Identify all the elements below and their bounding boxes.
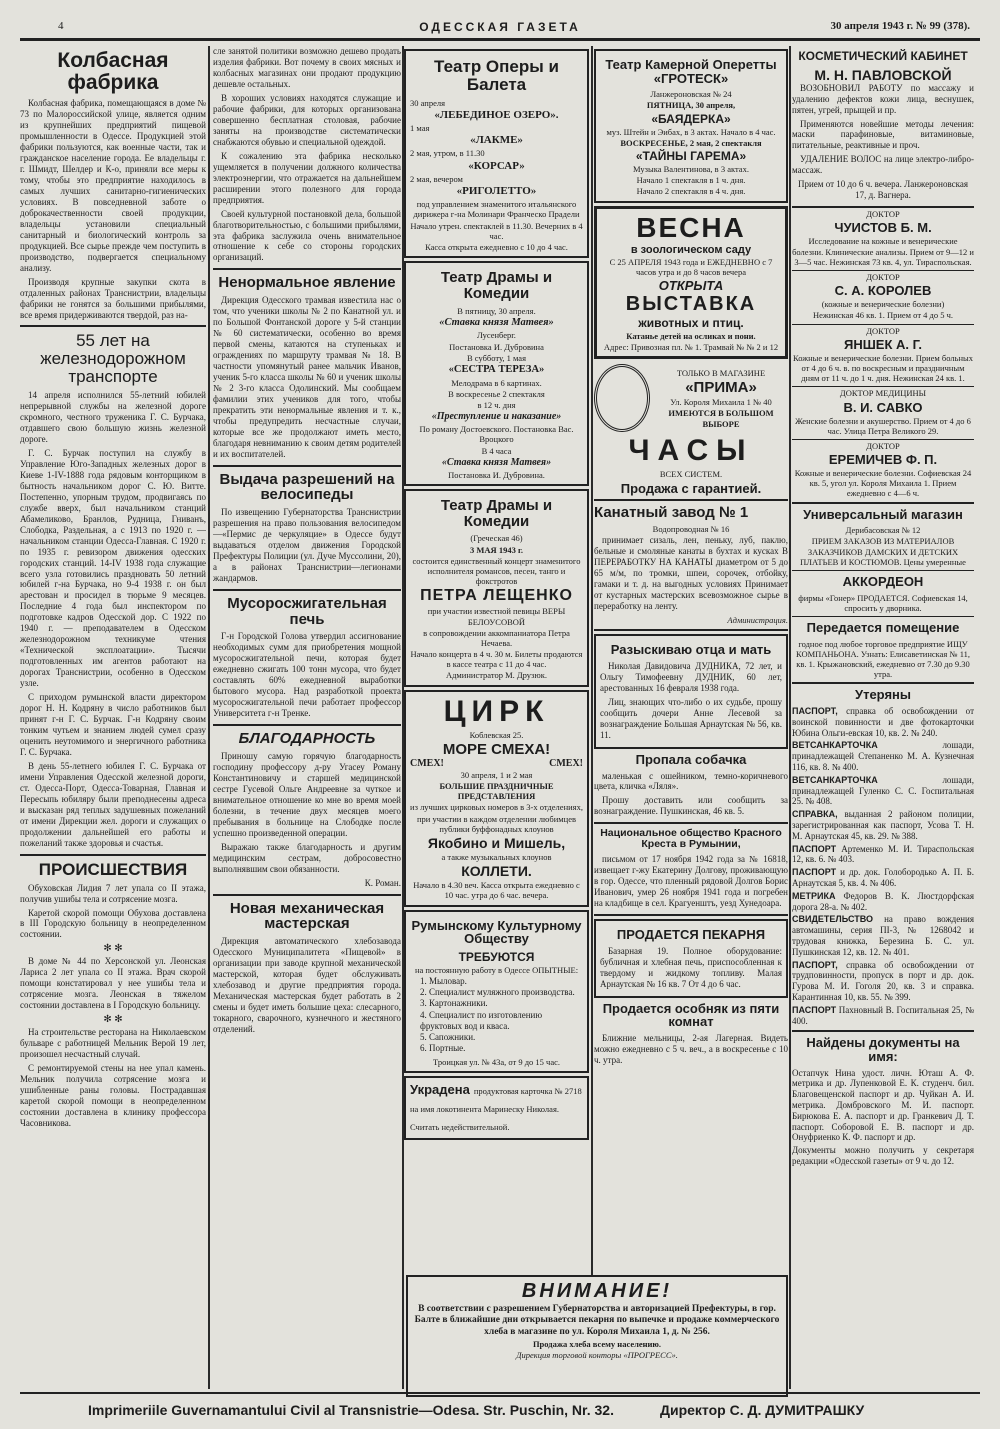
ad-line: Лусенберг. bbox=[477, 330, 516, 341]
ad-lost-dog bbox=[594, 753, 788, 825]
ad-line: 3 МАЯ 1943 г. bbox=[470, 544, 523, 555]
ad-doctor bbox=[792, 209, 974, 271]
ad-text: Николая Давидовича ДУДНИКА, 72 лет, и Ольгу Тимофеевну ДУДНИК, 60 лет, арестованных 16 февраля 1938 года. bbox=[600, 661, 782, 694]
ad-line: из лучших цирковых номеров в 3-х отделениях, bbox=[410, 802, 583, 813]
newspaper-title: ОДЕССКАЯ ГАЗЕТА bbox=[419, 20, 581, 34]
ad-title: В. И. САВКО bbox=[843, 399, 923, 415]
ad-line: Продажа хлеба всему населению. bbox=[532, 1339, 662, 1350]
ad-line: Начало утрен. спектаклей в 11.30. Вечерних в 4 час. bbox=[410, 220, 583, 241]
ad-text: Применяются новейшие методы лечения: маски парафиновые, витаминовые, питательные, реактивные и проч. bbox=[792, 118, 974, 151]
ad-line: Троицкая ул. № 43а, от 9 до 15 час. bbox=[432, 1056, 561, 1067]
list-item bbox=[792, 1005, 974, 1027]
ad-text: ВОЗОБНОВИЛ РАБОТУ по массажу и удалению дефектов кожи лица, веснушек, пятен, угрей, прыщей и пр. bbox=[792, 82, 974, 115]
ad-line: ДОКТОР bbox=[866, 440, 900, 451]
ad-line: ОТКРЫТА bbox=[658, 277, 724, 293]
article-paragraph: К сожалению эта фабрика несколько ущемляется в получении должного количества электроэнергии, что отражается на дальнейшем расширении этого полезного для города предприятия. bbox=[213, 150, 401, 205]
ad-zoo-spring bbox=[594, 206, 788, 360]
ad-title: Театр Драмы и Комедии bbox=[440, 496, 553, 530]
ad-romanian-society bbox=[404, 910, 589, 1073]
ad-title: ВНИМАНИЕ! bbox=[521, 1280, 673, 1302]
column-1 bbox=[20, 46, 206, 1389]
ad-red-cross bbox=[594, 828, 788, 916]
list-item-value: Пахновный В. Госпитальная 25, № 400. bbox=[792, 1004, 974, 1026]
article-paragraph: С ремонтируемой стены на нее упал камень. Мельник получила сотрясение мозга и ушибленные раны головы. Пострадавшая каретой скорой помощи в неопределенном состоянии доставлена в клинику профессора Часовникова. bbox=[20, 1063, 206, 1128]
column-4 bbox=[594, 46, 788, 1389]
ad-line: при участии в каждом отделении любимцев публики буффонадных клоунов bbox=[417, 813, 576, 834]
ad-line: ДОКТОР bbox=[866, 209, 900, 220]
found-documents bbox=[792, 1036, 974, 1166]
ad-stolen-card bbox=[404, 1076, 589, 1140]
ad-line: ПРИЕМ ЗАКАЗОВ ИЗ МАТЕРИАЛОВ ЗАКАЗЧИКОВ ДАМСКИХ И ДЕТСКИХ ПЛАТЬЕВ И КОСТЮМОВ. Цены умеренные bbox=[800, 536, 966, 567]
column-divider bbox=[789, 46, 791, 1389]
ad-line: Начало в 4.30 веч. Касса открыта ежедневно с 10 час. утра до 6 час. вечера. bbox=[413, 880, 580, 901]
ad-line: в 12 ч. дня bbox=[477, 399, 516, 410]
footer-rule bbox=[20, 1392, 980, 1394]
ad-line: в сопровождении аккомпаниатора Петра Нечаева. bbox=[423, 627, 570, 648]
ad-line: Кожные и венерические болезни. Прием больных от 4 до 6 ч. в. по воскресным и праздничным дням от 11 ч. до 1 ч. дня. Нежинская 24 кв. 1. bbox=[792, 352, 974, 384]
ad-line: ИМЕЮТСЯ В БОЛЬШОМ ВЫБОРЕ bbox=[668, 408, 774, 429]
ad-title: Румынскому Культурному Обществу bbox=[411, 917, 582, 947]
ad-prima-header bbox=[594, 362, 788, 434]
ad-line: 2 мая, утром, в 11.30 bbox=[410, 148, 485, 159]
ad-title: КОСМЕТИЧЕСКИЙ КАБИНЕТ bbox=[798, 49, 968, 63]
list-item-value: справка об освобождении от трудповинности, пропуск в порт и др. док. Гурова М. И. Гоголя 20, кв. 3 и справка. Карантинная 10, кв. 55. № 399. bbox=[792, 959, 974, 1003]
section-text: Документы можно получить у секретаря редакции «Одесской газеты» от 9 ч. до 12. bbox=[792, 1145, 974, 1167]
ad-circus bbox=[404, 690, 589, 907]
signature: К. Роман. bbox=[364, 877, 401, 888]
article-paragraph: Каретой скорой помощи Обухова доставлена в III Городскую больницу в неопределенном состоянии. bbox=[20, 907, 206, 940]
ad-line: ВЫСТАВКА bbox=[625, 292, 757, 315]
ad-title: Продается особняк из пяти комнат bbox=[602, 1000, 780, 1030]
ad-line: ВСЕХ СИСТЕМ. bbox=[659, 469, 723, 480]
ad-title: Передается помещение bbox=[806, 620, 960, 636]
ad-line: Женские болезни и акушерство. Прием от 4 до 6 час. Улица Петра Великого 29. bbox=[795, 415, 971, 436]
ad-line: ДОКТОР bbox=[866, 272, 900, 283]
ad-title: Универсальный магазин bbox=[803, 506, 963, 522]
ad-line: Начало 2 спектакля в 4 ч. дня. bbox=[636, 186, 746, 197]
divider bbox=[213, 894, 401, 896]
printer-imprint: Imprimeriile Guvernamantului Civil al Transnistrie—Odesa. Str. Puschin, Nr. 32. bbox=[88, 1402, 614, 1418]
list-item: 6. Портные. bbox=[420, 1043, 466, 1054]
list-item: 5. Сапожники. bbox=[420, 1032, 476, 1043]
article-paragraph: В день 55-летнего юбилея Г. С. Бурчака от имени Управления Одесской железной дороги, ст. Одесса-Порт, Одесса-Товарная, Главная и Пересыпь юбиляру были преподнесены адреса и высказан ряд теплых задушевных пожеланий от имени Дирекции жел. дороги и служащих о продолжении дальнейшей его работы и пожеланий также здоровья и счастья. bbox=[20, 760, 206, 848]
list-item-key: ВЕТСАНКАРТОЧКА bbox=[792, 740, 878, 751]
ad-line: 2 мая, вечером bbox=[410, 173, 463, 184]
ad-line: а также музыкальных клоунов bbox=[441, 851, 552, 862]
list-item: 4. Специалист по изготовлению фруктовых вод и кваса. bbox=[420, 1009, 543, 1031]
list-item bbox=[792, 740, 974, 772]
section-title: Найдены документы на имя: bbox=[806, 1035, 960, 1065]
ad-line: «Ставка князя Матвея» bbox=[439, 316, 554, 328]
list-item bbox=[792, 775, 974, 807]
article-paragraph: Дирекция Одесского трамвая известила нас о том, что ученики школы № 2 по Канатной ул. и по Большой Фонтанской дороге у 5-й станции № 60 систематически, особенно во время первой смены, катаются на ступеньках и ограждениях по маршруту трамвая № 18. В частности упомянутый ранее мальчик Иванов, ученик 5-го класса школы № 60 и ученик школы № 2 3-го класса Одолинский. Мы сообщаем фамилии этих учеников для того, чтобы прекратить эти ненормальные явления и т. к., чтобы предупредить несчастные случаи, которые все же продолжают иметь место, благодаря невниманию к своим детям родителей и их воспитателей. bbox=[213, 295, 401, 459]
ad-line: «СЕСТРА ТЕРЕЗА» bbox=[448, 363, 545, 375]
ad-text: Лиц, знающих что-либо о их судьбе, прошу сообщить дочери Анне Лесевой за вознаграждение Большая Арнаутская № 56, кв. 11. bbox=[600, 696, 782, 740]
ad-title: Украдена bbox=[410, 1081, 470, 1097]
director-name: Директор С. Д. ДУМИТРАШКУ bbox=[660, 1402, 865, 1418]
ad-text: Ближние мельницы, 2-ая Лагерная. Видеть можно ежедневно с 5 ч. веч., а в воскресенье с 10 ч. утра. bbox=[594, 1033, 788, 1065]
ad-line: Кожные и венерические болезни. Софиевская 24 кв. 5, угол ул. Короля Михаила 1. Прием ежедневно с 4—6 ч. bbox=[794, 468, 972, 499]
ad-title: Разыскиваю отца и мать bbox=[610, 642, 772, 658]
ad-line: продуктовая карточка № 2718 на имя локотинента Маринеску Николая. Считать недействительной. bbox=[410, 1085, 582, 1132]
ad-line: КОЛЛЕТИ. bbox=[461, 863, 532, 880]
ad-line: Начало концерта в 4 ч. 30 м. Билеты продаются в кассе театра с 11 до 4 час. bbox=[410, 649, 583, 670]
ad-line: Касса открыта ежедневно с 10 до 4 час. bbox=[425, 241, 568, 252]
page-number: 4 bbox=[58, 20, 64, 32]
ad-line: В воскресенье 2 спектакля bbox=[448, 388, 545, 399]
footer bbox=[0, 1396, 1000, 1426]
ad-line: «КОРСАР» bbox=[468, 159, 525, 172]
ad-line: «РИГОЛЕТТО» bbox=[456, 185, 537, 197]
divider bbox=[20, 325, 206, 327]
ad-line: в зоологическом саду bbox=[630, 243, 752, 256]
column-5 bbox=[792, 46, 974, 1389]
ad-line: Адрес: Привозная пл. № 1. Трамвай № № 2 и 12 bbox=[603, 342, 779, 353]
ad-line: ВОСКРЕСЕНЬЕ, 2 мая, 2 спектакля bbox=[620, 137, 762, 148]
list-item bbox=[792, 914, 974, 957]
ad-line: Музыка Валентинова, в 3 актах. bbox=[633, 164, 749, 175]
ad-operetta bbox=[594, 49, 788, 203]
ad-line: годное под любое торговое предприятие ИЩУ КОМПАНЬОНА. Узнать: Елисаветинская № 11, кв. 1. Крыжановский, ежедневно от 7.30 до 9.30 утра. bbox=[795, 638, 971, 680]
ad-line: Дерибасовская № 12 bbox=[845, 525, 921, 536]
ad-doctor bbox=[792, 441, 974, 504]
ad-rope-factory bbox=[594, 505, 788, 632]
article-title: Ненормальное явление bbox=[218, 274, 396, 292]
ad-title: Театр Оперы и Балета bbox=[434, 57, 559, 94]
column-3 bbox=[404, 46, 589, 1389]
issue-date: 30 апреля 1943 г. № 99 (378). bbox=[830, 20, 970, 32]
ad-line: «ПРИМА» bbox=[685, 379, 757, 397]
article-paragraph: Г-н Городской Голова утвердил ассигнование необходимых сумм для приобретения мощной мусоросжигательной печи, которая будет ежедневно сжигать 100 тонн мусора, что будет составлять 60% ежедневной выработки бытового мусора. Над разработкой проекта мусоросжигательной печи работает профессор Университета г-н Тренке. bbox=[213, 631, 401, 719]
ad-opera bbox=[404, 49, 589, 258]
ad-line: ПЯТНИЦА, 30 апреля, bbox=[646, 100, 736, 111]
ad-line: Администратор М. Друзюк. bbox=[445, 670, 548, 681]
article-paragraph: Дирекция автоматического хлебозавода Одесского Муниципалитета «Пищевой» в организации при заводе крупной механической мастерской, которая будет обслуживать хлебозавод и другие предприятия города. Механическая мастерская будет работать в 2 смены и будет иметь большие цеха: слесарного, токарного, сварочного, кузнечного и жестяного отделений. bbox=[213, 936, 401, 1034]
divider bbox=[213, 589, 401, 591]
ad-line: «ЛЕБЕДИНОЕ ОЗЕРО». bbox=[434, 108, 559, 121]
list-item-key: ПАСПОРТ bbox=[792, 1004, 837, 1015]
ad-line: Исследование на кожные и венерические болезни. Клинические анализы. Прием от 9—12 и 3—5 час. Нежинская 73 кв. 4, ул. Тираспольская. bbox=[792, 236, 974, 267]
ad-premises bbox=[792, 621, 974, 684]
ad-line: фирмы «Гонер» ПРОДАЕТСЯ. Софиевская 14, спросить у дворника. bbox=[798, 592, 968, 613]
list-item-key: СПРАВКА, bbox=[792, 809, 838, 820]
ad-line: «Преступление и наказание» bbox=[431, 411, 562, 423]
ad-line: С 25 АПРЕЛЯ 1943 года и ЕЖЕДНЕВНО с 7 часов утра и до 8 часов вечера bbox=[609, 256, 773, 277]
divider bbox=[213, 724, 401, 726]
column-divider bbox=[208, 46, 210, 1389]
ad-prima-details bbox=[654, 367, 788, 430]
ad-accordion bbox=[792, 575, 974, 617]
divider bbox=[213, 268, 401, 270]
section-text: Остапчук Нина удост. личн. Юташ А. Ф. метрика и др. Лупенковой Е. К. студенч. бил. Благовещенской паспорт и др. Чуйкан А. И. метрика. Домбровского М. И. паспорт. Бирюкова Е. А. паспорт и др. Гранкевич Д. Т. паспорт. Соборовой Е. В. паспорт и др. Онуфриенко К. Ф. паспорт и др. bbox=[792, 1067, 974, 1143]
ad-search-parents bbox=[594, 634, 788, 748]
article-title: Мусоросжигательная печь bbox=[227, 594, 387, 628]
list-item-value: выданная 2 районом полиции, зарегистрированная как паспорт, Усова Т. Н. М. Арнаутская 45, кв. 29. № 388. bbox=[792, 809, 974, 841]
ad-line: 30 апреля bbox=[410, 97, 446, 108]
ad-line: состоится единственный концерт знаменитого исполнителя романсов, песен, танго и фокстротов bbox=[412, 555, 581, 587]
asterism: ✻ ✻ bbox=[103, 1014, 123, 1026]
ad-mansion-sale bbox=[594, 1002, 788, 1066]
article-paragraph: сле занятой политики возможно дешево продать изделия фабрики. Вот почему в своих мясных и колбасных магазинах они продают продукцию дешевле остальных. bbox=[213, 46, 401, 89]
ad-line: ДОКТОР МЕДИЦИНЫ bbox=[839, 388, 927, 399]
list-item bbox=[792, 867, 974, 889]
ad-text: УДАЛЕНИЕ ВОЛОС на лице электро-либро-массаж. bbox=[792, 154, 974, 176]
list-item bbox=[792, 809, 974, 841]
ad-line: Нежинская 46 кв. 1. Прием от 4 до 5 ч. bbox=[812, 310, 954, 321]
ad-line: Якобино и Мишель, bbox=[427, 834, 566, 851]
list-item-value: на право вождения автомашины, серия ПІ-3, № 1268042 и трудовая книжка, Березина Б. С. ул. Пушкинская 12, кв. 12. № 401. bbox=[792, 914, 974, 957]
ad-line: 1 мая bbox=[410, 123, 430, 134]
ad-title: Театр Драмы и Комедии bbox=[440, 269, 553, 302]
article-paragraph: По извещению Губернаторства Транснистрии разрешения на право пользования велосипедом—«Пермис де черкуляцие» в Одессе будут выдаваться отделом движения Городской Префектуры Полиции (ул. Дуче Муссолини, 20), а в районах Транснистрии—легионами жандармов. bbox=[213, 507, 401, 583]
masthead-rule bbox=[20, 38, 980, 41]
article-paragraph: Своей культурной постановкой дела, большой благотворительностью, с большими прибылями, эта фабрика заслужила очень внимательное отношение к себе со стороны городских организаций. bbox=[213, 208, 401, 263]
ad-line: «ЛАКМЕ» bbox=[470, 134, 523, 147]
ad-text: Прием от 10 до 6 ч. вечера. Ланжероновская 17, д. Вагнера. bbox=[797, 179, 969, 201]
ad-title: ВЕСНА bbox=[636, 211, 746, 243]
ad-attention-bakery bbox=[406, 1275, 788, 1397]
article-paragraph: 14 апреля исполнился 55-летний юбилей непрерывной службы на железной дороге скромного, честного труженика Г. С. Бурчака, отдавшего свою большую жизнь железной дороге. bbox=[20, 390, 206, 444]
ad-title: Театр Камерной Оперетты «ГРОТЕСК» bbox=[605, 57, 777, 86]
list-item-value: Федоров В. К. Люстдорфская дорога 28-а. № 402. bbox=[792, 890, 974, 912]
ad-title: Пропала собачка bbox=[635, 751, 747, 767]
divider bbox=[213, 465, 401, 467]
ad-line: Продажа с гарантией. bbox=[620, 480, 762, 496]
ad-drama-2 bbox=[404, 489, 589, 687]
ad-cosmetic bbox=[792, 50, 974, 208]
ad-line: Постановка И. Дубровина. bbox=[448, 469, 545, 480]
ad-line: В субботу, 1 мая bbox=[466, 352, 526, 363]
ad-title: Канатный завод № 1 bbox=[594, 503, 749, 521]
ad-line: ТРЕБУЮТСЯ bbox=[458, 949, 535, 964]
ad-line: Администрация. bbox=[727, 615, 788, 626]
list-item-value: лошади, принадлежащей Степаненко М. А. Кузнечная 116, кв. 8. № 400. bbox=[792, 740, 974, 773]
article-paragraph: Обуховская Лидия 7 лет упала со II этажа, получив ушибы тела и сотрясение мозга. bbox=[20, 882, 206, 904]
article-title: 55 лет на железнодорожном транспорте bbox=[40, 331, 186, 387]
article-paragraph: С приходом румынской власти директором дорог Н. Н. Кодряну в число работников был принят г-н Г. С. Бурчак. Г-н Кодряну своим тонким чутьем и знанием людей сумел сразу оценить неутомимого и энергичного работника Г. С. Бурчака. bbox=[20, 692, 206, 757]
masthead bbox=[0, 0, 1000, 42]
article-paragraph: Колбасная фабрика, помещающаяся в доме № 73 по Малороссийской улице, является одним из крупнейших предприятий пищевой промышленности в Одессе. Продукцией этой фабрики пользуются, как военные части, так и гражданское население города. Ее владельцы г. г. Шмидт, Шелдер и К-о, приняли все меры к тому, чтобы это предприятие находилось в самых лучших санитарно-гигиенических условиях. В повседневной заботе о доброкачественности своей продукции, владельцы установили специальный санитарный и биологический контроль за продукцией. Все сырье прежде чем поступить в производство, подвергается специальному анализу. bbox=[20, 98, 206, 273]
article-title: Новая механическая мастерская bbox=[229, 899, 385, 933]
list-item-value: справка об освобождении от воинской повинности и две фотокарточки Юбина Ольги-евская 10, кв. 2. № 240. bbox=[792, 706, 974, 738]
ad-title: ПРОДАЕТСЯ ПЕКАРНЯ bbox=[616, 927, 766, 943]
lost-documents bbox=[792, 688, 974, 1032]
ad-line: ПЕТРА ЛЕЩЕНКО bbox=[420, 587, 573, 605]
ad-title: ЦИРК bbox=[443, 694, 550, 728]
ad-line: В пятницу, 30 апреля. bbox=[457, 305, 536, 316]
article-paragraph: Производя крупные закупки скота в отдаленных районах Транснистрии, владельцы фабрики не гонятся за большими прибылями, все время придерживаются твердой, раз на- bbox=[20, 276, 206, 320]
list-item-value: Артеменко М. И. Тираспольская 12, кв. 6. № 403. bbox=[792, 843, 974, 865]
ad-line: По роману Достоевского. Постановка Вас. Вроцкого bbox=[419, 424, 574, 445]
ad-text: маленькая с ошейником, темно-коричневого цвета, кличка «Ляля». bbox=[594, 770, 788, 792]
section-title: Утеряны bbox=[855, 687, 911, 703]
ad-line: «Ставка князя Матвея» bbox=[441, 456, 552, 468]
ad-title: ЕРЕМИЧЕВ Ф. П. bbox=[828, 452, 938, 468]
ad-line: СМЕХ! bbox=[410, 757, 444, 769]
list-item-key: СВИДЕТЕЛЬСТВО bbox=[792, 914, 873, 925]
ad-drama-1 bbox=[404, 261, 589, 486]
list-item bbox=[792, 844, 974, 866]
ad-line: МОРЕ СМЕХА! bbox=[442, 740, 551, 758]
article-paragraph: Г. С. Бурчак поступил на службу в Управление Юго-Западных железных дорог в Киеве 1-IV-1888 года рядовым конторщиком в бытность начальником дорог С. Ю. Витте. Постепенно, упорным трудом, продвигаясь по службе вверх, был начальником станций Абамеликово, Бранлов, Рудница, Гниванъ, Слободка, Раздельная, а с 1913 по 1920 г. — начальником станции Одесса-Главная. С 1920 г. по 1935 г. ревизором движения одесских городских станций. 14-IV 1938 года служащие всего узла готовились праздновать 50 летний юбилей г-на Бурчака, но 9-4 1938 г. он был арестован и просидел в тюрьме 9 месяцев. Последние 4 года был инспектором по подготовке кадров Одесской дор. С 1922 по 1940 г. — преподавателем в Одесском железнодорожном техникуме чтения «Технической эксплоатации». Тысячи подготовленных им агентов работают на дорогах Транснистрии, особенно в Одесском узле. bbox=[20, 447, 206, 689]
article-paragraph: Выражаю также благодарность и другим медицинским сестрам, добросовестно выполнявшим свои обязанности. bbox=[213, 841, 401, 874]
ad-title: С. А. КОРОЛЕВ bbox=[834, 283, 932, 299]
ad-line: М. Н. ПАВЛОВСКОЙ bbox=[814, 66, 952, 83]
ad-line: В соответствии с разрешением Губернаторства и авторизацией Префектуры, в гор. Балте в ближайшие дни открывается пекарня по выпечке и продаже коммерческого хлеба в магазине по ул. Короля Михаила 1, д. № 256. bbox=[414, 1304, 780, 1337]
ad-line: Ланжероновская № 24 bbox=[650, 89, 732, 100]
ad-text: принимает сизаль, лен, пеньку, луб, паклю, бельные и смоляные канаты в бухтах и кусках В ПЕРЕРАБОТКУ НА КАНАТЫ диаметром от 5 до 65 м/м, по тромки, шпеи, сорочек, отбойку, гамаки и т. д. на выгодных условиях Принимает от кустарных мастерских всевозможное сырье в переработку на ленту. bbox=[594, 535, 788, 612]
ad-universal-store bbox=[792, 508, 974, 571]
ad-line: при участии известной певицы ВЕРЫ БЕЛОУСОВОЙ bbox=[427, 606, 566, 627]
ad-line: СМЕХ! bbox=[549, 757, 583, 769]
ad-text: Базарная 19. Полное оборудование: бубличная и хлебная печь, приспособленная к твердому и жидкому топливу. Малая Арнаутская № 16 кв. 7 От 4 до 6 час. bbox=[600, 945, 782, 989]
ad-line: под управлением знаменитого итальянского дирижера г-на Молинари Франческо Прадели bbox=[413, 199, 580, 220]
list-item-key: ПАСПОРТ, bbox=[792, 959, 838, 970]
ad-line bbox=[410, 758, 583, 769]
list-item-value: лошади, принадлежащей Гуленко С. С. Госпитальная 25. № 408. bbox=[792, 774, 974, 807]
column-divider bbox=[591, 46, 593, 1389]
asterism: ✻ ✻ bbox=[103, 943, 123, 955]
ad-line: Начало 1 спектакля в 1 ч. дня. bbox=[636, 175, 746, 186]
ad-line: В 4 часа bbox=[481, 445, 512, 456]
ad-line: муз. Штейн и Эибах, в 3 актах. Начало в 4 час. bbox=[606, 126, 776, 137]
ad-line: на постоянную работу в Одессе ОПЫТНЫЕ: bbox=[414, 964, 579, 975]
article-title: ПРОИСШЕСТВИЯ bbox=[38, 859, 188, 879]
ad-line: Дирекция торговой конторы «ПРОГРЕСС». bbox=[516, 1350, 678, 1361]
ad-line: Ул. Короля Михаила 1 № 40 bbox=[670, 397, 772, 408]
ad-line: Катанье детей на осликах и пони. bbox=[626, 330, 756, 341]
article-title: Выдача разрешений на велосипеды bbox=[219, 470, 395, 504]
ad-line: Постановка И. Дубровина bbox=[449, 341, 544, 352]
ad-text: Прошу доставить или сообщить за вознаграждение. Пушкинская, 46 кв. 5. bbox=[594, 795, 788, 817]
ad-line: Мелодрама в 6 картинах. bbox=[451, 377, 542, 388]
list-item-key: МЕТРИКА bbox=[792, 890, 836, 901]
job-list bbox=[420, 976, 583, 1055]
ad-prima-watches bbox=[594, 362, 788, 500]
article-title: Колбасная фабрика bbox=[57, 49, 169, 95]
list-item-key: ПАСПОРТ bbox=[792, 867, 837, 878]
list-item bbox=[792, 706, 974, 738]
list-item bbox=[792, 891, 974, 913]
article-paragraph: В хороших условиях находятся служащие и рабочие фабрики, для которых организована совершенно бесплатная столовая, рабочие заняты на производстве систематически снабжаются обувью и специальной одеждой. bbox=[213, 92, 401, 147]
ad-bakery-sale bbox=[594, 919, 788, 998]
article-title: БЛАГОДАРНОСТЬ bbox=[238, 730, 376, 748]
ad-line: животных и птиц. bbox=[638, 315, 744, 330]
ad-title: АККОРДЕОН bbox=[842, 574, 924, 590]
list-item-key: ПАСПОРТ, bbox=[792, 706, 838, 717]
ad-line: БОЛЬШИЕ ПРАЗДНИЧНЫЕ ПРЕДСТАВЛЕНИЯ bbox=[439, 781, 554, 802]
ad-line: 30 апреля, 1 и 2 мая bbox=[460, 769, 533, 780]
list-item-key: ПАСПОРТ bbox=[792, 843, 837, 854]
ad-line: Водопроводная № 16 bbox=[652, 524, 730, 535]
ad-doctor bbox=[792, 272, 974, 325]
list-item-value: и др. док. Голобородько А. П. Б. Арнаутская 5, кв. 4. № 406. bbox=[792, 867, 974, 889]
ad-title: ЧУИСТОВ Б. М. bbox=[834, 220, 932, 236]
ad-line: «БАЯДЕРКА» bbox=[651, 111, 731, 126]
article-paragraph: В доме № 44 по Херсонской ул. Леонская Лариса 2 лет упала со II этажа. Врач скорой помощи констатировал у нее ушибы тела и сотрясение мозга. Леонская в тяжелом состоянии доставлена в I Городскую больницу. bbox=[20, 956, 206, 1011]
pocket-watch-icon bbox=[594, 364, 650, 432]
ad-line: (Греческая 46) bbox=[470, 533, 523, 544]
article-paragraph: На строительстве ресторана на Николаевском бульваре с работницей Мельник Верой 19 лет, произошел несчастный случай. bbox=[20, 1027, 206, 1060]
article-paragraph: Приношу самую горячую благодарность господину профессору д-ру Угасеу Роману Константиновичу и старшей медицинской сестре Гусевой Ольге Андреевне за чуткое и внимательное отношение ко мне во время моей болезни, в течение двух месяцев моего пребывания в больнице на Слободке после успешно произведенной операции. bbox=[213, 750, 401, 838]
ad-line: ДОКТОР bbox=[866, 325, 900, 336]
ad-title: ЯНШЕК А. Г. bbox=[844, 336, 922, 352]
ad-title: Национальное общество Красного Креста в Румынии, bbox=[600, 827, 782, 851]
ad-line: Коблевская 25. bbox=[469, 729, 524, 740]
list-item: 2. Специалист муляжного производства. bbox=[420, 987, 575, 998]
list-item bbox=[792, 960, 974, 1003]
ad-line: ТОЛЬКО В МАГАЗИНЕ bbox=[676, 367, 766, 378]
list-item-key: ВЕТСАНКАРТОЧКА bbox=[792, 774, 878, 785]
list-item: 1. Мыловар. bbox=[420, 975, 467, 986]
ad-doctor bbox=[792, 388, 974, 440]
ad-line: (кожные и венерические болезни) bbox=[821, 299, 945, 310]
column-2 bbox=[213, 46, 401, 1389]
ad-line: «ТАЙНЫ ГАРЕМА» bbox=[635, 149, 747, 164]
divider bbox=[20, 854, 206, 856]
list-item: 3. Картонажники. bbox=[420, 998, 488, 1009]
ad-title: ЧАСЫ bbox=[628, 434, 754, 468]
ad-doctor bbox=[792, 326, 974, 388]
ad-text: письмом от 17 ноября 1942 года за № 16818, извещает г-жу Екатерину Долгову, проживающую в гор. Одессе, что пленный рядовой Долгов Борис Иванович, умер 26 ноября 1941 года и погребен на кладбище в сел. Крагуенштъ, уезд Хунедоара. bbox=[594, 854, 788, 909]
